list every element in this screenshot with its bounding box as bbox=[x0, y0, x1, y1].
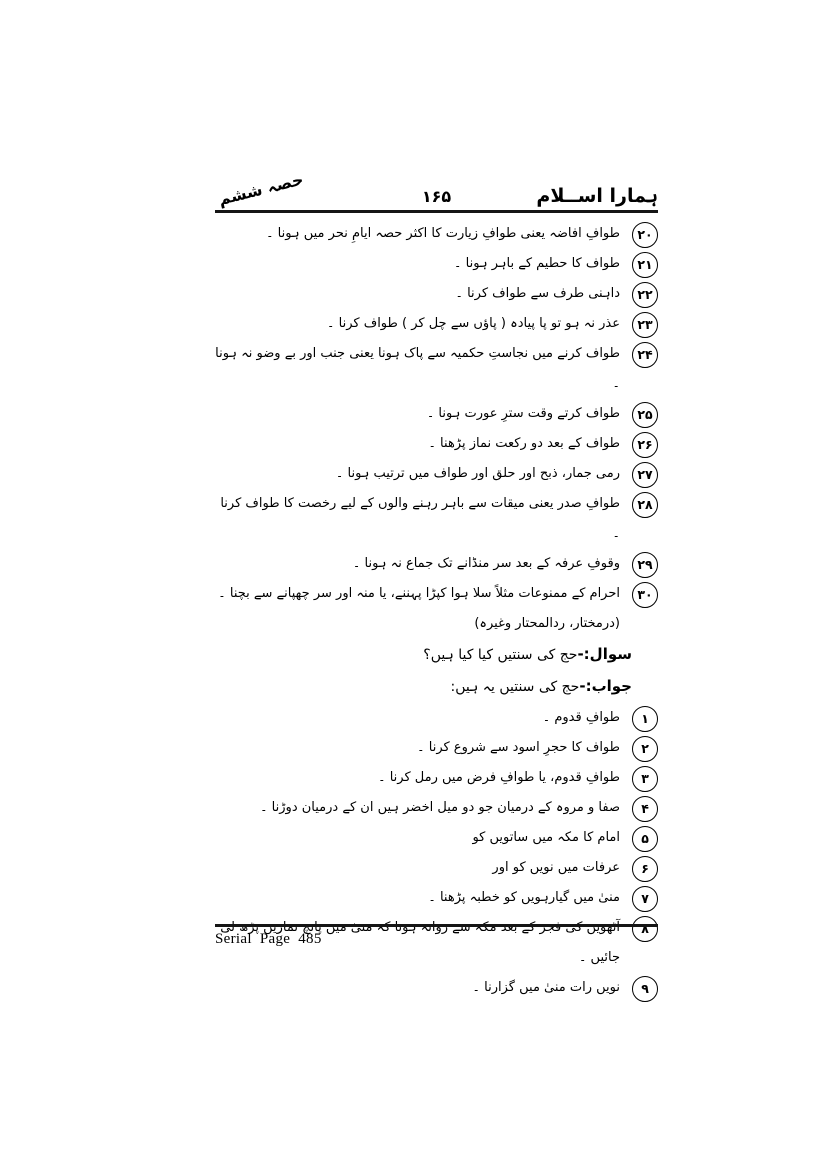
list-item bbox=[215, 459, 658, 489]
item-text: نویں رات منیٰ میں گزارنا ۔ bbox=[472, 980, 620, 995]
item-text: آٹھویں کی فجر کے بعد مکہ سے روانہ ہونا کہ منیٰ میں پانچ نمازیں پڑھ لی جائیں ۔ bbox=[220, 920, 620, 965]
question-label: سوال:- bbox=[577, 645, 632, 663]
answer-label: جواب:- bbox=[579, 677, 632, 695]
answer-line bbox=[215, 671, 658, 703]
list-item bbox=[215, 703, 658, 733]
list-item bbox=[215, 279, 658, 309]
list-item bbox=[215, 763, 658, 793]
item-number-badge: ۷ bbox=[632, 886, 658, 912]
list-item bbox=[215, 853, 658, 883]
page-header bbox=[215, 169, 658, 213]
item-number-badge: ۲۴ bbox=[632, 342, 658, 368]
item-number-badge: ۲۱ bbox=[632, 252, 658, 278]
page-footer bbox=[215, 924, 658, 948]
item-number-badge: ۲۹ bbox=[632, 552, 658, 578]
item-number-badge: ۲۰ bbox=[632, 222, 658, 248]
question-line bbox=[215, 639, 658, 671]
item-text: امام کا مکہ میں ساتویں کو bbox=[472, 830, 620, 845]
item-number-badge: ۴ bbox=[632, 796, 658, 822]
item-text: طوافِ قدوم ۔ bbox=[542, 710, 620, 725]
numbered-list-lower bbox=[215, 703, 658, 1003]
item-text: طواف کرتے وقت سترِ عورت ہونا ۔ bbox=[426, 406, 620, 421]
item-number-badge: ۶ bbox=[632, 856, 658, 882]
item-text: طوافِ قدوم، یا طوافِ فرض میں رمل کرنا ۔ bbox=[377, 770, 620, 785]
item-text: عذر نہ ہو تو پا پیادہ ( پاؤں سے چل کر ) طواف کرنا ۔ bbox=[326, 316, 620, 331]
item-number-badge: ۲۸ bbox=[632, 492, 658, 518]
item-text: عرفات میں نویں کو اور bbox=[492, 860, 620, 875]
list-item bbox=[215, 309, 658, 339]
header-book-title: ہمارا اســلام bbox=[536, 185, 658, 207]
item-number-badge: ۲۲ bbox=[632, 282, 658, 308]
header-page-number: ۱۶۵ bbox=[421, 187, 452, 206]
numbered-list-upper bbox=[215, 219, 658, 639]
item-text: طوافِ افاضہ یعنی طوافِ زیارت کا اکثر حصہ ایامِ نحر میں ہونا ۔ bbox=[265, 226, 620, 241]
item-number-badge: ۲۷ bbox=[632, 462, 658, 488]
item-text: رمی جمار، ذبح اور حلق اور طواف میں ترتیب ہونا ۔ bbox=[335, 466, 620, 481]
item-number-badge: ۱ bbox=[632, 706, 658, 732]
serial-page-label: Serial Page 485 bbox=[215, 931, 322, 947]
item-text: صفا و مروہ کے درمیان جو دو میل اخضر ہیں ان کے درمیان دوڑنا ۔ bbox=[259, 800, 620, 815]
header-part-title: حصہ ششم bbox=[216, 169, 306, 209]
list-item bbox=[215, 489, 658, 549]
list-item bbox=[215, 733, 658, 763]
page-content bbox=[215, 219, 658, 1003]
item-number-badge: ۲۳ bbox=[632, 312, 658, 338]
item-text: منیٰ میں گیارہویں کو خطبہ پڑھنا ۔ bbox=[428, 890, 620, 905]
list-item bbox=[215, 823, 658, 853]
item-number-badge: ۳ bbox=[632, 766, 658, 792]
item-number-badge: ۳۰ bbox=[632, 582, 658, 608]
item-text: احرام کے ممنوعات مثلاً سلا ہوا کپڑا پہننے، یا منہ اور سر چھپانے سے بچنا ۔ (درمختار، ردالمحتار وغیرہ) bbox=[218, 586, 620, 631]
item-text: طوافِ صدر یعنی میقات سے باہر رہنے والوں کے لیے رخصت کا طواف کرنا ۔ bbox=[220, 496, 620, 541]
list-item bbox=[215, 219, 658, 249]
answer-text: حج کی سنتیں یہ ہیں: bbox=[450, 679, 580, 695]
list-item bbox=[215, 339, 658, 399]
list-item bbox=[215, 579, 658, 639]
item-text: وقوفِ عرفہ کے بعد سر منڈانے تک جماع نہ ہونا ۔ bbox=[352, 556, 620, 571]
item-number-badge: ۲۶ bbox=[632, 432, 658, 458]
list-item bbox=[215, 883, 658, 913]
list-item bbox=[215, 549, 658, 579]
item-number-badge: ۸ bbox=[632, 916, 658, 942]
item-number-badge: ۵ bbox=[632, 826, 658, 852]
item-text: طواف کا حطیم کے باہر ہونا ۔ bbox=[453, 256, 620, 271]
item-text: طواف کا حجرِ اسود سے شروع کرنا ۔ bbox=[416, 740, 620, 755]
item-number-badge: ۹ bbox=[632, 976, 658, 1002]
list-item bbox=[215, 973, 658, 1003]
question-text: حج کی سنتیں کیا کیا ہیں؟ bbox=[423, 647, 578, 663]
item-number-badge: ۲ bbox=[632, 736, 658, 762]
list-item bbox=[215, 429, 658, 459]
list-item bbox=[215, 249, 658, 279]
item-text: طواف کرنے میں نجاستِ حکمیہ سے پاک ہونا یعنی جنب اور بے وضو نہ ہونا ۔ bbox=[215, 346, 620, 391]
item-text: طواف کے بعد دو رکعت نماز پڑھنا ۔ bbox=[428, 436, 620, 451]
list-item bbox=[215, 399, 658, 429]
list-item bbox=[215, 793, 658, 823]
item-text: داہنی طرف سے طواف کرنا ۔ bbox=[455, 286, 620, 301]
item-number-badge: ۲۵ bbox=[632, 402, 658, 428]
